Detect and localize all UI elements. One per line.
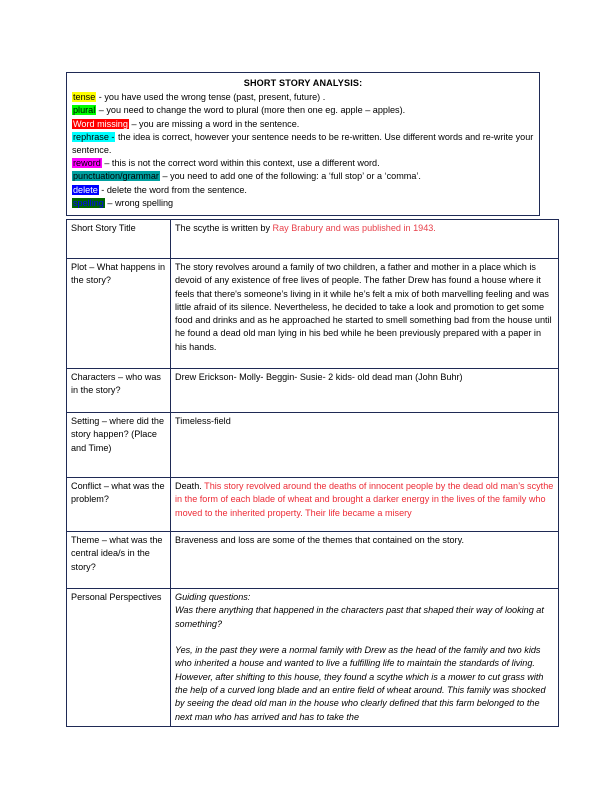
legend-term-word-missing: Word missing xyxy=(73,118,128,129)
conflict-value-red: This story revolved around the deaths of innocent people by the dead old man’s scythe in the form of each blade of wheat and brought a darker energy in the lives of the family who moved to the inherited property. Their life became a misery xyxy=(175,481,554,518)
legend-title: SHORT STORY ANALYSIS: xyxy=(243,78,363,88)
guiding-question-text: Was there anything that happened in the characters past that shaped their way of looking at something? xyxy=(175,605,544,629)
legend-term-tense: tense xyxy=(73,92,96,103)
legend-entry-rephrase xyxy=(72,131,534,157)
row-label-conflict: Conflict – what was the problem? xyxy=(67,478,171,532)
legend-box xyxy=(66,72,540,216)
title-value-red: Ray Brabury and was published in 1943. xyxy=(272,223,436,233)
conflict-value-black: Death. xyxy=(175,481,205,491)
legend-sep-plural: – xyxy=(96,105,107,116)
legend-entry-punctuation-grammar xyxy=(72,170,534,183)
legend-entry-delete xyxy=(72,184,534,197)
legend-term-delete: delete xyxy=(73,184,98,195)
legend-entry-word-missing xyxy=(72,118,534,131)
legend-entry-reword xyxy=(72,157,534,170)
row-value-characters: Drew Erickson- Molly- Beggin- Susie- 2 kids- old dead man (John Buhr) xyxy=(171,369,559,413)
row-label-setting: Setting – where did the story happen? (Place and Time) xyxy=(67,413,171,478)
table-row-setting xyxy=(67,413,559,478)
legend-sep-punctuation-grammar: – xyxy=(159,171,171,182)
row-value-conflict xyxy=(171,478,559,532)
legend-term-plural: plural xyxy=(73,105,96,116)
legend-term-reword: reword xyxy=(73,158,101,169)
legend-desc-punctuation-grammar: you need to add one of the following: a ‘full stop’ or a ‘comma’. xyxy=(170,171,421,182)
row-label-personal-perspectives: Personal Perspectives xyxy=(67,589,171,727)
table-row-plot xyxy=(67,259,559,369)
row-value-plot: The story revolves around a family of two children, a father and mother in a place which is devoid of any existence of free lives of people. The father Drew has found a house where it feels that there's someone’s living in it while he’s felt a mix of both marvelling feeling and was little afraid of its silence. Nevertheless, he decided to take a look and promotion to get some food and drinks and as he approached he started to smell something bad from the house until he found a dead old man lying in his bed while he been previously prepared with a paper in his hands. xyxy=(171,259,559,369)
row-label-theme: Theme – what was the central idea/s in the story? xyxy=(67,532,171,589)
legend-sep-delete: - xyxy=(98,184,107,195)
legend-desc-word-missing: you are missing a word in the sentence. xyxy=(139,118,300,129)
table-row-theme xyxy=(67,532,559,589)
legend-desc-delete: delete the word from the sentence. xyxy=(106,184,247,195)
row-value-setting: Timeless-field xyxy=(171,413,559,478)
table-row-short-story-title xyxy=(67,220,559,259)
legend-term-rephrase: rephrase - xyxy=(73,131,115,142)
row-label-characters: Characters – who was in the story? xyxy=(67,369,171,413)
legend-desc-reword: this is not the correct word within this context, use a different word. xyxy=(111,158,380,169)
legend-sep-tense: - xyxy=(96,92,105,103)
row-label-short-story-title: Short Story Title xyxy=(67,220,171,259)
legend-sep-reword: – xyxy=(101,158,112,169)
table-row-personal-perspectives xyxy=(67,589,559,727)
legend-desc-tense: you have used the wrong tense (past, present, future) . xyxy=(104,92,326,103)
title-value-black: The scythe is written by xyxy=(175,223,273,233)
table-row-conflict xyxy=(67,478,559,532)
guiding-questions-heading: Guiding questions: xyxy=(175,592,251,602)
legend-term-punctuation-grammar: punctuation/grammar xyxy=(73,171,159,182)
legend-desc-spelling: wrong spelling xyxy=(114,197,174,208)
legend-entry-tense xyxy=(72,91,534,104)
personal-answer-text: Yes, in the past they were a normal family with Drew as the head of the family and two kids who inherited a house and wanted to live a fulfilling life to maintain the standards of living. However, after shifting to this house, they found a scythe which is a mower to cut grass with the help of a curved long blade and an entire field of wheat around. This family was shocked by seeing the dead old man in the house who clearly defined that this farm belonged to the next man who has arrived and has to take the xyxy=(175,645,546,722)
legend-term-spelling: spelling xyxy=(73,197,104,208)
analysis-table xyxy=(66,219,559,727)
row-label-plot: Plot – What happens in the story? xyxy=(67,259,171,369)
legend-entry-plural xyxy=(72,104,534,117)
table-row-characters xyxy=(67,369,559,413)
legend-desc-plural: you need to change the word to plural (more then one eg. apple – apples). xyxy=(106,105,406,116)
row-value-short-story-title xyxy=(171,220,559,259)
legend-entry-spelling xyxy=(72,197,534,210)
legend-sep-word-missing: – xyxy=(128,118,140,129)
paragraph-spacer xyxy=(175,631,554,644)
row-value-theme: Braveness and loss are some of the themes that contained on the story. xyxy=(171,532,559,589)
legend-desc-rephrase: the idea is correct, however your sentence needs to be re-written. Use different words and re-write your sentence. xyxy=(72,131,534,156)
row-value-personal-perspectives xyxy=(171,589,559,727)
legend-sep-spelling: – xyxy=(104,197,115,208)
